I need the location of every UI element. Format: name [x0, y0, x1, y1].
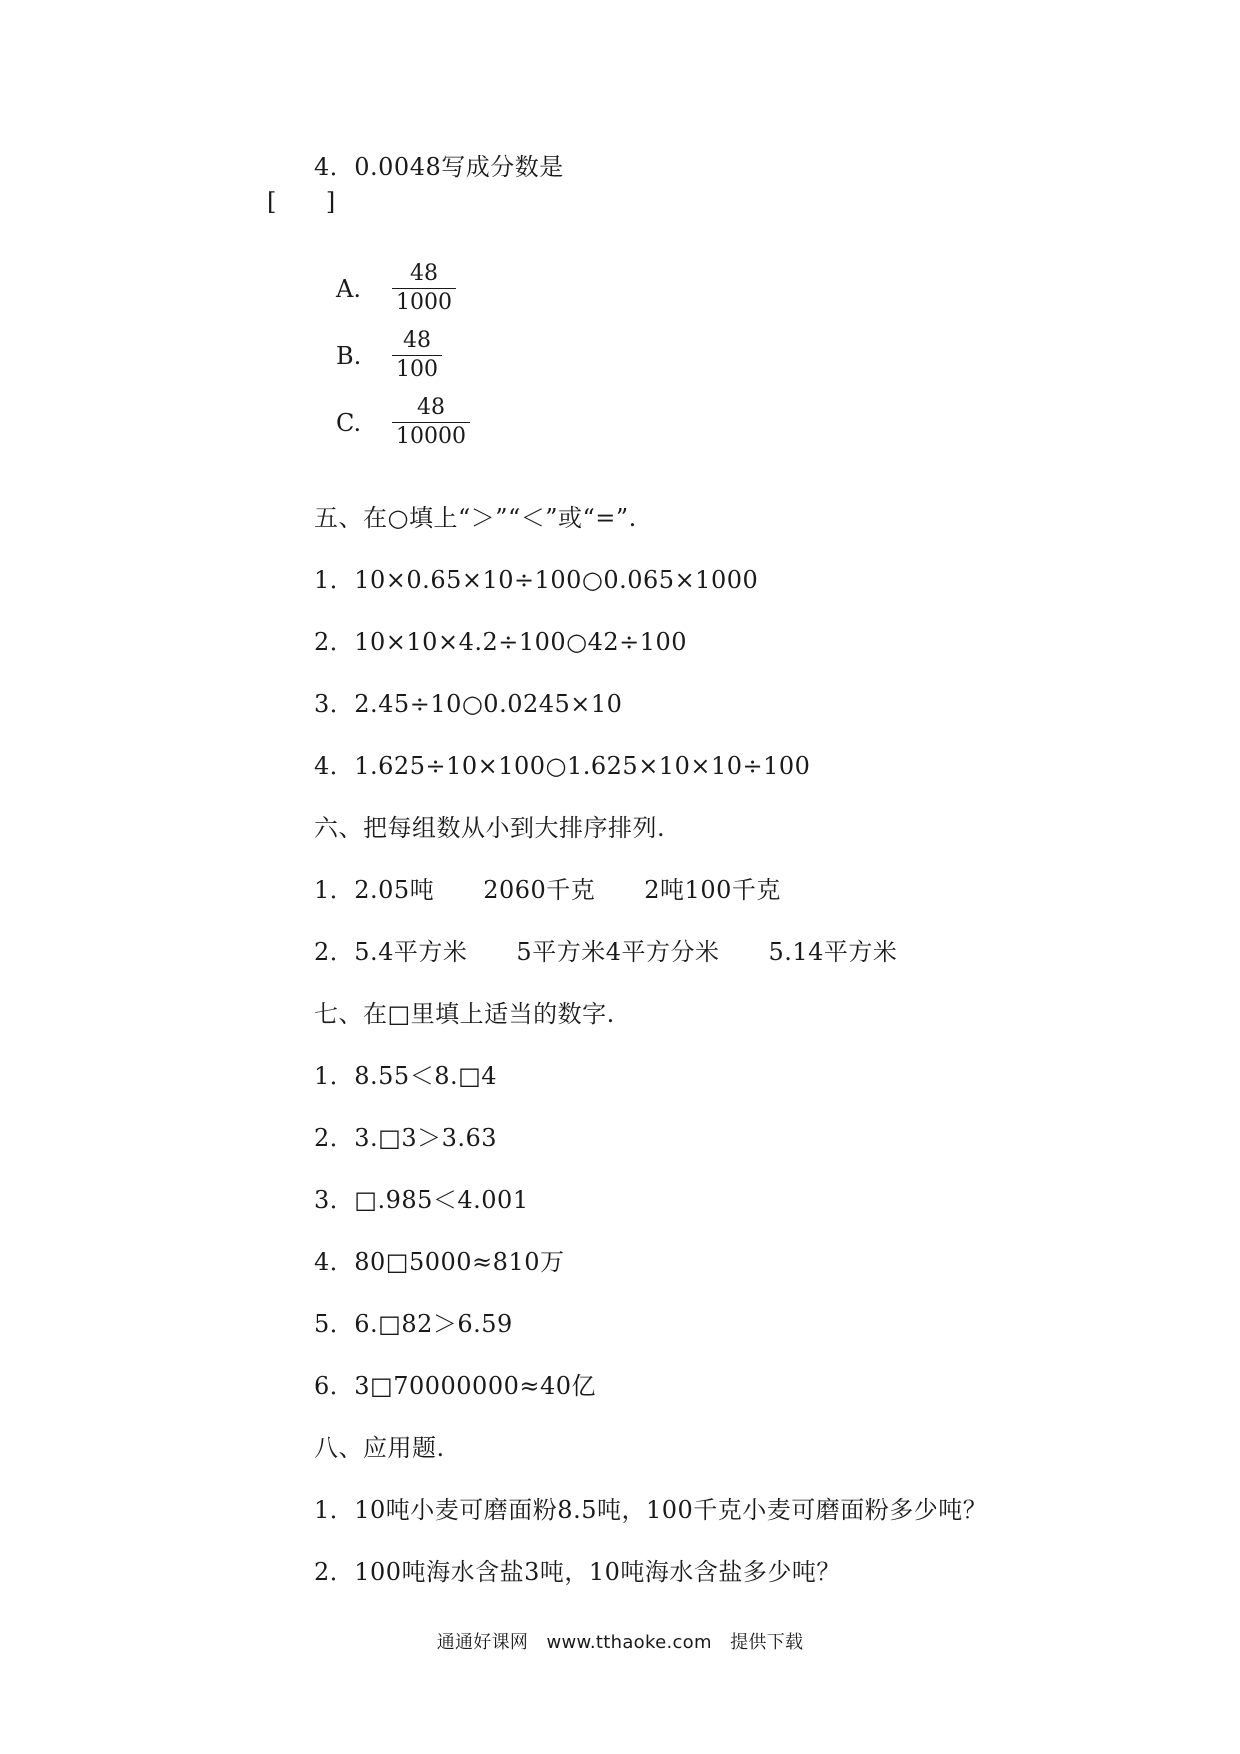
q4-question: 4．0.0048写成分数是 [314, 153, 564, 181]
option-label: C. [336, 408, 362, 437]
section8-item-1: 1．10吨小麦可磨面粉8.5吨，100千克小麦可磨面粉多少吨？ [314, 1496, 988, 1524]
fraction-numerator: 48 [403, 328, 431, 353]
section7-title: 七、在□里填上适当的数字. [314, 1000, 615, 1028]
q4-option-c [336, 394, 470, 451]
section7-item-5: 5．6.□82＞6.59 [314, 1310, 513, 1338]
section5-item-4: 4．1.625÷10×100○1.625×10×10÷100 [314, 752, 811, 780]
section5-title: 五、在○填上“＞”“＜”或“=”. [314, 504, 637, 532]
option-fraction [392, 260, 456, 317]
section6-item-1: 1．2.05吨 2060千克 2吨100千克 [314, 876, 781, 904]
fraction-denominator: 10000 [392, 422, 470, 451]
section7-item-6: 6．3□70000000≈40亿 [314, 1372, 597, 1400]
section5-item-2: 2．10×10×4.2÷100○42÷100 [314, 628, 688, 656]
section7-item-1: 1．8.55＜8.□4 [314, 1062, 498, 1090]
option-label: A. [336, 274, 361, 303]
q4-option-b [336, 327, 442, 384]
fraction-numerator: 48 [417, 395, 445, 420]
fraction-denominator: 1000 [392, 288, 456, 317]
q4-answer-bracket: [ ] [267, 188, 336, 216]
option-fraction [392, 394, 470, 451]
option-label: B. [336, 341, 362, 370]
section6-title: 六、把每组数从小到大排序排列. [314, 814, 666, 842]
section5-item-3: 3．2.45÷10○0.0245×10 [314, 690, 623, 718]
option-fraction [392, 327, 442, 384]
section8-item-2: 2．100吨海水含盐3吨，10吨海水含盐多少吨？ [314, 1558, 841, 1586]
footer-credit: 通通好课网 www.tthaoke.com 提供下载 [436, 1632, 804, 1653]
section5-item-1: 1．10×0.65×10÷100○0.065×1000 [314, 566, 759, 594]
q4-option-a [336, 260, 456, 317]
section7-item-2: 2．3.□3＞3.63 [314, 1124, 498, 1152]
fraction-numerator: 48 [410, 261, 438, 286]
section7-item-4: 4．80□5000≈810万 [314, 1248, 565, 1276]
section8-title: 八、应用题. [314, 1434, 445, 1462]
section7-item-3: 3．□.985＜4.001 [314, 1186, 529, 1214]
section6-item-2: 2．5.4平方米 5平方米4平方分米 5.14平方米 [314, 938, 898, 966]
fraction-denominator: 100 [392, 355, 442, 384]
